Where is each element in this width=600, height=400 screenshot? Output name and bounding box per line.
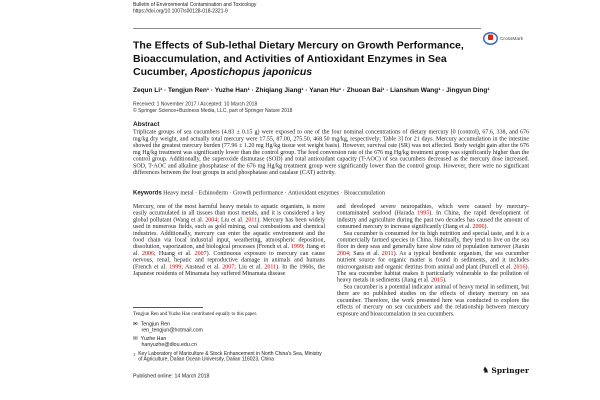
crossmark-label: CrossMark (500, 35, 523, 42)
equal-contribution-note: Tengjun Ren and Yuzhe Han contributed equally to this paper. (133, 310, 258, 317)
article-title (133, 39, 529, 79)
doi-link[interactable]: https://doi.org/10.1007/s00128-018-2321-9 (133, 8, 228, 14)
citation-link[interactable]: 2011 (381, 249, 394, 257)
abstract-heading: Abstract (133, 120, 160, 128)
right-column (337, 203, 529, 317)
citation-link[interactable]: 2016 (513, 262, 526, 270)
affiliation (133, 351, 325, 363)
body-columns (133, 203, 529, 317)
journal-name: Bulletin of Environmental Contamination and Toxicology (133, 2, 257, 8)
contact-email[interactable]: hanyuzhe@dlou.edu.cn (141, 341, 197, 348)
header-rule (133, 28, 481, 29)
published-online: Published online: 14 March 2018 (133, 373, 210, 379)
citation-link[interactable]: 1995 (417, 209, 430, 217)
authors-line: Zequn Li¹ · Tengjun Ren¹ · Yuzhe Han¹ · Zhiqiang Jiang¹ · Yanan Hu¹ · Zhuoan Bai¹ · Lianshun Wang¹ · Jingyun Ding¹ (133, 86, 490, 94)
envelope-icon: ✉ (133, 320, 138, 327)
body-paragraph: Sea cucumber is consumed for its high nutrition and special taste, and it is a commercially farmed species in China. Habitually, they tend to live on the sea floor in deep seas and generally have slow rates of population turnover (Jiaxin 2004; Sara et al. 2011). As a typical benthonic organism, the sea cucumber nutrient source for organic matter is found in sediments, and it includes microorganism and organic detritus from animal and plant (Purcell et al. 2016). The sea cucumber habitat makes it particularly vulnerable to the pollution of heavy metals in sediments (Jiang et al. 2015). (337, 229, 529, 284)
title-line-1: The Effects of Sub-lethal Dietary Mercury on Growth Performance, (133, 39, 464, 51)
contact-email[interactable]: ren_tengjun@hotmail.com (141, 327, 203, 333)
received-accepted: Received: 1 November 2017 / Accepted: 10 March 2018 (133, 101, 258, 107)
citation-link[interactable]: 2006 (142, 249, 155, 257)
journal-header (133, 2, 256, 15)
keywords-label: Keywords (133, 189, 162, 196)
citation-link[interactable]: 2011 (264, 262, 277, 270)
affiliation-marker: 1 (133, 351, 136, 357)
affiliation-text: Key Laboratory of Mariculture & Stock Enhancement in North China's Sea, Ministry of Agriculture, Dalian Ocean University, Dalian 116023, China (138, 350, 322, 362)
copyright-line: © Springer Science+Business Media, LLC, part of Springer Nature 2018 (133, 108, 293, 114)
title-line-3-prefix: Cucumber, (133, 66, 191, 78)
springer-logo (482, 366, 529, 375)
footnote-rule (133, 307, 203, 308)
citation-link[interactable]: 1999 (169, 262, 182, 270)
title-line-3 (133, 66, 529, 79)
citation-link[interactable]: 2004 (205, 215, 218, 223)
contact-name: Yuzhe Han (140, 335, 167, 342)
keywords-line (133, 189, 529, 197)
springer-wordmark: Springer (491, 366, 529, 375)
abstract-text: Triplicate groups of sea cucumbers (4.83 ± 0.15 g) were exposed to one of the four nominal concentrations of dietary mercury [0 (control), 67.6, 338, and 676 mg/kg dry weight, and actually total mercury were 17.55, 87.00, 275.50, 468.50 mg/kg, respectively; Table 3] for 21 days. Mercury accumulation in the intestine showed the greatest mercury burden (77.96 ± 1.20 mg Hg/kg tissue wet weight basis). However, survival rate (SR) was not affected. Body weight gain after the 676 mg Hg/kg treatment was significantly lower than the control group. The feed conversion rate of the 676 mg Hg/kg treatment group was significantly higher than the control group. Additionally, the superoxide dismutase (SOD) and total antioxidant capacity (T-AOC) of sea cucumbers decreased as the mercury dose increased. SOD, T-AOC and alkaline phosphatase of the 676 mg Hg/kg treatment group were significantly lower than the control group. However, there were no significant differences between the four groups in acid phosphatase and catalase (CAT) activity. (133, 128, 529, 176)
citation-link[interactable]: 2015 (430, 276, 443, 284)
page-content (133, 0, 529, 400)
footnote-block (133, 307, 325, 362)
citation-link[interactable]: 2007 (222, 262, 235, 270)
body-paragraph: Mercury, one of the most harmful heavy metals to aquatic organism, is more easily accumulated in all tissues than most metals, and it is considered a key global pollutant (Wang et al. 2004; Liu et al. 2011). Mercury has been widely used in numerous fields, such as gold mining, coal combustions and chemical industries. Additionally, mercury can enter the aquatic environment and the food chain via local industrial input, weathering, atmospheric deposition, dissolution, vaporization, and biological processes (French et al. 1999; Jiang et al. 2006; Huang et al. 2007). Continuous exposure to mercury can cause nervous, renal, hepatic and reproductive damage in animals and humans (French et al. 1999; Anstead et al. 2007; Liu et al. 2011). In the 1960s, the Japanese residents of Minamata bay suffered Minamata disease (133, 202, 325, 277)
contact-name: Tengjun Ren (140, 320, 171, 327)
body-paragraph: and developed severe neuropathies, which were caused by mercury-contaminated seafood (Harada 1995). In China, the rapid development of industry and agriculture during the past two decades has caused the amount of consumed mercury to increase significantly (Jiang et al. 2006). (337, 202, 529, 230)
citation-link[interactable]: 2006 (472, 222, 485, 230)
citation-link[interactable]: 2004 (337, 249, 349, 257)
left-column (133, 203, 325, 317)
citation-link[interactable]: 1999 (290, 242, 303, 250)
springer-knight-icon: ♞ (482, 366, 490, 375)
citation-link[interactable]: 2007 (194, 249, 207, 257)
envelope-icon: ✉ (133, 335, 138, 342)
keywords-text: Heavy metal · Echinoderm · Growth performance · Antioxidant enzymes · Bioaccumulation (161, 189, 385, 196)
citation-link[interactable]: 2011 (245, 215, 258, 223)
body-paragraph: Sea cucumber is a potential indicator animal of heavy metal in sediment, but there are no published studies on the effects of dietary mercury on sea cucumber. Therefore, the work presented here was conducted to explore the effects of mercury on sea cucumbers and the relationship between mercury exposure and bioaccumulation in sea cucumbers. (337, 282, 529, 317)
title-line-2: Bioaccumulation, and Activities of Antioxidant Enzymes in Sea (133, 52, 447, 65)
species-name: Apostichopus japonicus (190, 66, 313, 78)
